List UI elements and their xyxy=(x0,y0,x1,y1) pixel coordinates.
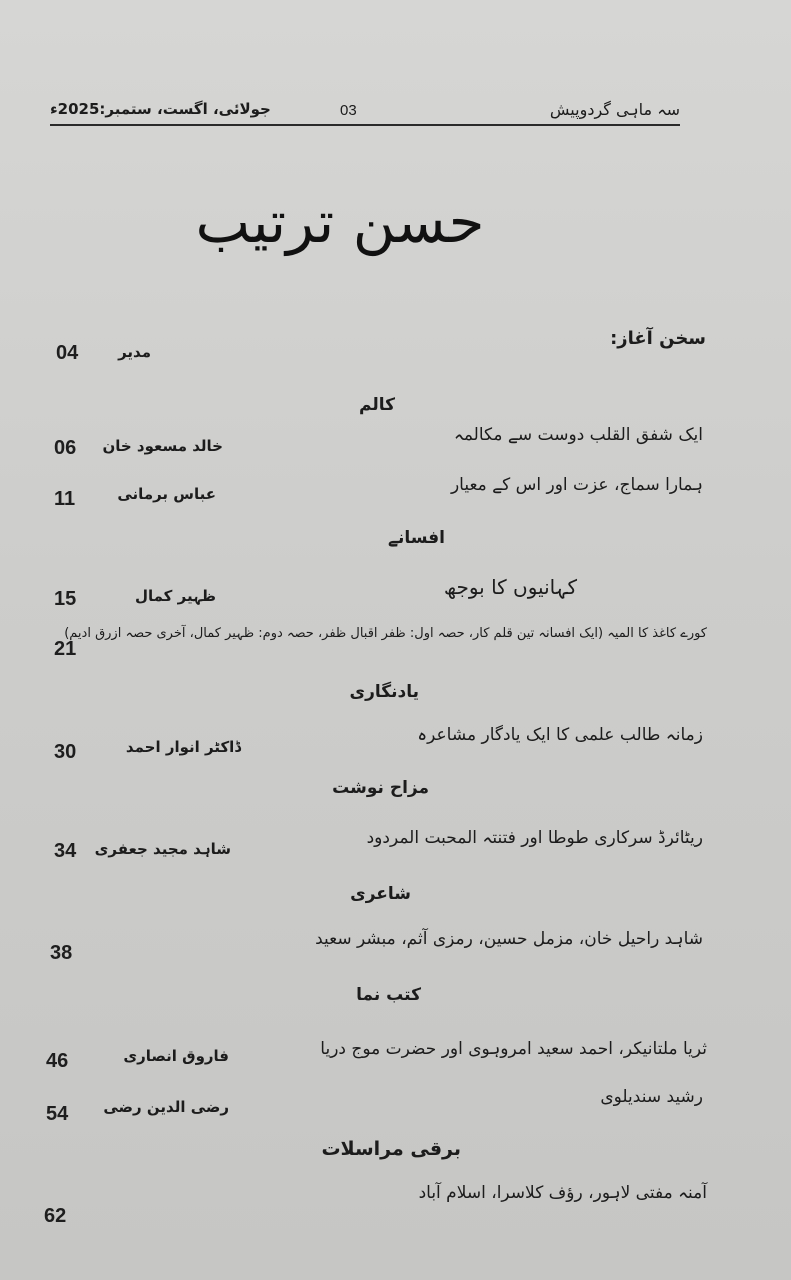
page-title: حسن ترتیب xyxy=(195,188,485,256)
fiction-1-title: کہانیوں کا بوجھ xyxy=(443,575,577,599)
humour-1-author: شاہد مجید جعفری xyxy=(94,840,231,858)
memoir-1-page: 30 xyxy=(54,741,77,763)
books-2-title: رشید سندیلوی xyxy=(600,1087,703,1107)
section-heading-memoir: یادنگاری xyxy=(349,682,419,702)
memoir-1-title: زمانہ طالب علمی کا ایک یادگار مشاعرہ xyxy=(417,725,703,745)
books-2-author: رضی الدین رضی xyxy=(103,1098,229,1116)
humour-1-title: ریٹائرڈ سرکاری طوطا اور فتنتہ المحبت المردود xyxy=(366,828,703,848)
letters-1-title: آمنہ مفتی لاہور، رؤف کلاسرا، اسلام آباد xyxy=(418,1183,707,1203)
fiction-1-page: 15 xyxy=(54,588,77,610)
header-rule xyxy=(50,124,680,126)
poetry-1-page: 38 xyxy=(50,942,73,964)
memoir-1-author: ڈاکٹر انوار احمد xyxy=(125,738,241,756)
books-1-author: فاروق انصاری xyxy=(123,1047,229,1065)
issue-date: جولائی، اگست، ستمبر:2025ء xyxy=(50,100,271,118)
header-page-number: 03 xyxy=(340,102,357,119)
section-heading-books: کتب نما xyxy=(356,985,421,1005)
section-heading-letters: برقی مراسلات xyxy=(321,1138,461,1160)
section-heading-column: کالم xyxy=(359,395,395,415)
letters-1-page: 62 xyxy=(44,1205,67,1227)
books-1-page: 46 xyxy=(46,1050,69,1072)
intro-author: مدیر xyxy=(118,343,151,361)
fiction-2-title: کورے کاغذ کا المیہ (ایک افسانہ تین قلم کار، حصہ اول: ظفر اقبال ظفر، حصہ دوم: ظہیر کمال، آخری حصہ ازرق ادیم) xyxy=(64,626,707,641)
column-2-author: عباس برمانی xyxy=(117,485,216,503)
humour-1-page: 34 xyxy=(54,840,77,862)
section-heading-poetry: شاعری xyxy=(350,884,411,904)
books-2-page: 54 xyxy=(46,1103,69,1125)
column-1-title: ایک شفق القلب دوست سے مکالمہ xyxy=(453,425,703,445)
column-2-page: 11 xyxy=(54,488,76,510)
books-1-title: ثریا ملتانیکر، احمد سعید امروہوی اور حضرت موج دریا xyxy=(320,1039,707,1059)
magazine-name: سہ ماہی گردوپیش xyxy=(549,100,680,119)
intro-title: سخن آغاز: xyxy=(610,328,706,349)
fiction-2-page: 21 xyxy=(54,638,77,660)
poetry-1-title: شاہد راحیل خان، مزمل حسین، رمزی آثم، مبشر سعید xyxy=(315,929,703,949)
column-2-title: ہمارا سماج، عزت اور اس کے معیار xyxy=(450,475,703,495)
column-1-author: خالد مسعود خان xyxy=(102,437,223,455)
section-heading-fiction: افسانے xyxy=(388,528,445,548)
intro-page: 04 xyxy=(56,342,79,364)
section-heading-humour: مزاح نوشت xyxy=(332,778,429,798)
fiction-1-author: ظہیر کمال xyxy=(134,587,216,605)
page-header xyxy=(50,96,680,130)
column-1-page: 06 xyxy=(54,437,77,459)
